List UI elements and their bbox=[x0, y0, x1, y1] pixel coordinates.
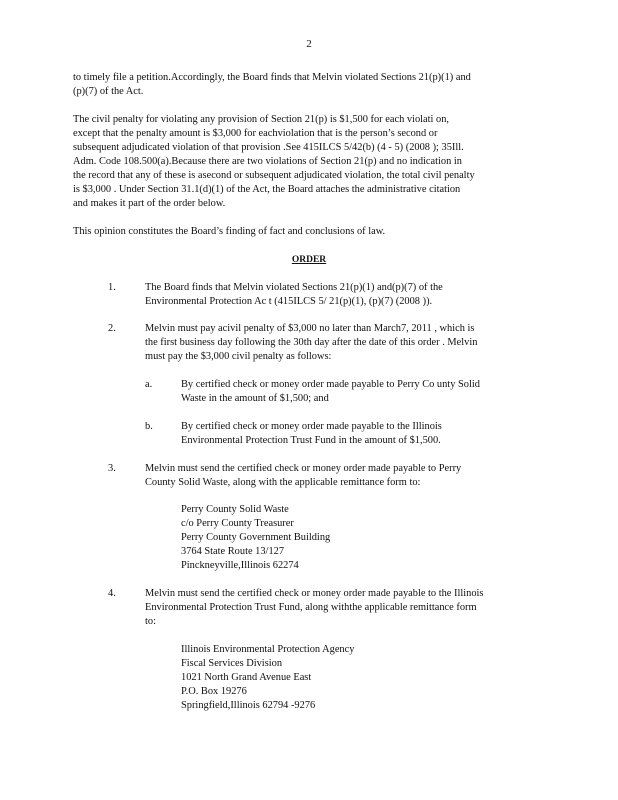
order-heading: ORDER bbox=[291, 255, 327, 265]
subitem-body bbox=[181, 420, 541, 448]
item-line: must pay the $3,000 civil penalty as follows: bbox=[145, 351, 332, 362]
item-body bbox=[145, 281, 545, 309]
item-line: Melvin must send the certified check or money order made payable to Perry bbox=[145, 463, 462, 474]
subitem-letter: b. bbox=[145, 421, 153, 432]
subitem-body bbox=[181, 378, 541, 406]
address-line: Perry County Solid Waste bbox=[181, 504, 289, 515]
address-line: c/o Perry County Treasurer bbox=[181, 518, 294, 529]
penalty-line: is $3,000 . Under Section 31.1(d)(1) of the Act, the Board attaches the administrative citation bbox=[73, 184, 461, 195]
penalty-line: subsequent adjudicated violation of that provision .See 415ILCS 5/42(b) (4 - 5) (2008 ); 35Ill. bbox=[73, 142, 464, 153]
intro-line: (p)(7) of the Act. bbox=[73, 86, 144, 97]
intro-paragraph bbox=[73, 71, 543, 99]
item-line: The Board finds that Melvin violated Sections 21(p)(1) and(p)(7) of the bbox=[145, 282, 443, 293]
subitem-line: Waste in the amount of $1,500; and bbox=[181, 393, 329, 404]
address-line: Illinois Environmental Protection Agency bbox=[181, 644, 355, 655]
penalty-line: and makes it part of the order below. bbox=[73, 198, 226, 209]
item-body bbox=[145, 462, 545, 490]
penalty-line: the record that any of these is asecond or subsequent adjudicated violation, the total civil penalty bbox=[73, 170, 475, 181]
illinois-epa-address bbox=[181, 643, 354, 713]
subitem-line: By certified check or money order made payable to Perry Co unty Solid bbox=[181, 379, 480, 390]
item-line: Environmental Protection Ac t (415ILCS 5/ 21(p)(1), (p)(7) (2008 )). bbox=[145, 296, 433, 307]
item-number: 2. bbox=[108, 323, 116, 334]
opinion-line: This opinion constitutes the Board’s finding of fact and conclusions of law. bbox=[73, 226, 386, 237]
item-number: 3. bbox=[108, 463, 116, 474]
address-line: Pinckneyville,Illinois 62274 bbox=[181, 560, 299, 571]
penalty-line: Adm. Code 108.500(a).Because there are two violations of Section 21(p) and no indication in bbox=[73, 156, 462, 167]
subitem-letter: a. bbox=[145, 379, 153, 390]
penalty-paragraph bbox=[73, 113, 543, 211]
address-line: Fiscal Services Division bbox=[181, 658, 283, 669]
item-line: Environmental Protection Trust Fund, along withthe applicable remittance form bbox=[145, 602, 477, 613]
item-body bbox=[145, 322, 545, 364]
intro-line: to timely file a petition.Accordingly, the Board finds that Melvin violated Sections 21(p)(1) and bbox=[73, 72, 471, 83]
subitem-line: Environmental Protection Trust Fund in the amount of $1,500. bbox=[181, 435, 441, 446]
address-line: P.O. Box 19276 bbox=[181, 686, 247, 697]
item-body bbox=[145, 587, 545, 629]
address-line: 1021 North Grand Avenue East bbox=[181, 672, 312, 683]
address-line: 3764 State Route 13/127 bbox=[181, 546, 285, 557]
item-line: County Solid Waste, along with the applicable remittance form to: bbox=[145, 477, 421, 488]
item-line: Melvin must pay acivil penalty of $3,000 no later than March7, 2011 , which is bbox=[145, 323, 475, 334]
page-number: 2 bbox=[306, 38, 312, 50]
address-line: Perry County Government Building bbox=[181, 532, 331, 543]
item-number: 1. bbox=[108, 282, 116, 293]
address-line: Springfield,Illinois 62794 -9276 bbox=[181, 700, 316, 711]
subitem-line: By certified check or money order made payable to the Illinois bbox=[181, 421, 442, 432]
item-line: Melvin must send the certified check or money order made payable to the Illinois bbox=[145, 588, 484, 599]
item-line: to: bbox=[145, 616, 156, 627]
perry-county-address bbox=[181, 503, 330, 573]
item-line: the first business day following the 30th day after the date of this order . Melvin bbox=[145, 337, 478, 348]
item-number: 4. bbox=[108, 588, 116, 599]
opinion-paragraph bbox=[73, 225, 543, 239]
penalty-line: except that the penalty amount is $3,000 for eachviolation that is the person’s second or bbox=[73, 128, 438, 139]
penalty-line: The civil penalty for violating any provision of Section 21(p) is $1,500 for each violati on, bbox=[73, 114, 450, 125]
